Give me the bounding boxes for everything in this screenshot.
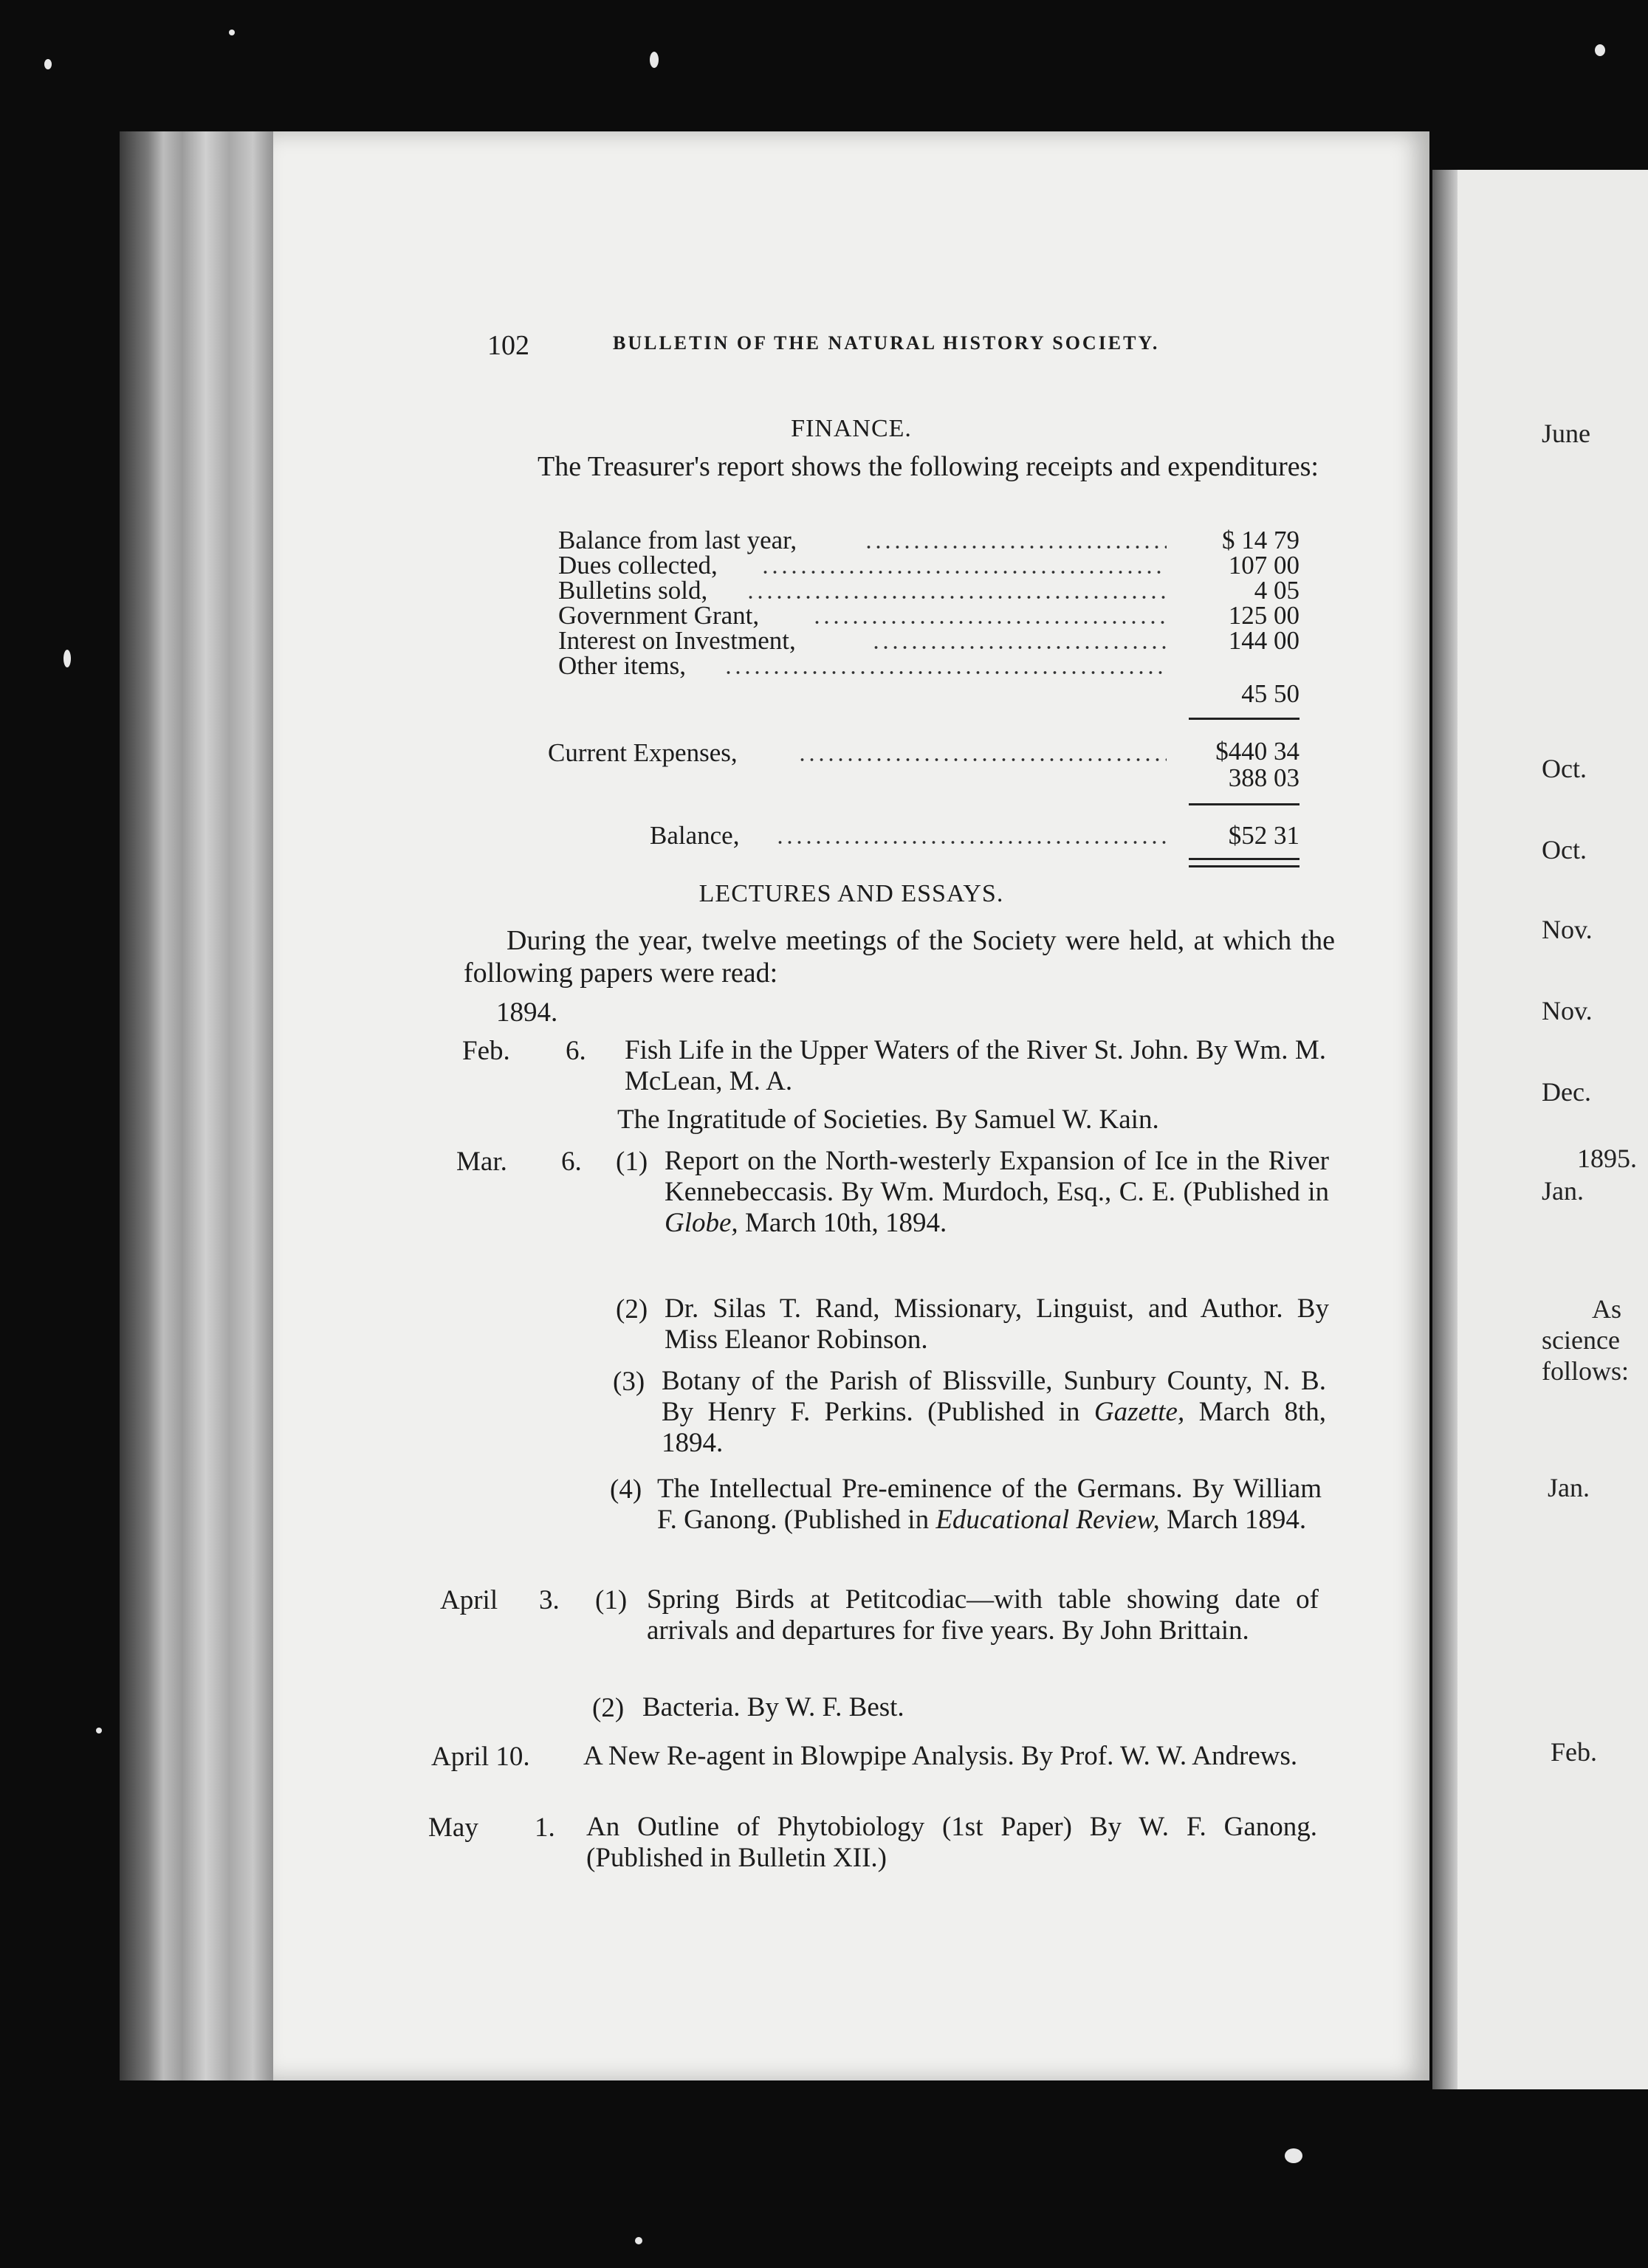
dust-speck <box>44 59 52 69</box>
receipt-amount: 144 00 <box>1228 626 1299 655</box>
facing-line: Oct. <box>1542 754 1587 783</box>
facing-line: science <box>1542 1325 1620 1355</box>
leader-dots <box>775 840 1167 845</box>
paper-title: Spring Birds at Petitcodiac—with table showing date of arrivals and departures for five years. By John Brittain. <box>647 1584 1319 1646</box>
sum-rule <box>1189 718 1299 720</box>
dust-speck <box>1285 2148 1302 2163</box>
facing-line: June <box>1542 419 1590 448</box>
leader-dots <box>746 595 1167 599</box>
paper-entry <box>583 1741 1314 1772</box>
book-page-edges <box>120 131 276 2080</box>
paper-entry <box>625 1035 1326 1097</box>
balance-amount: $52 31 <box>1228 821 1299 850</box>
entry-number: (4) <box>610 1474 642 1505</box>
receipt-amount: 107 00 <box>1228 551 1299 580</box>
leader-dots <box>871 645 1167 650</box>
facing-line: Feb. <box>1551 1737 1597 1767</box>
facing-page <box>1432 170 1648 2089</box>
paper-entry <box>657 1474 1322 1536</box>
finance-intro: The Treasurer's report shows the following receipts and expenditures: <box>538 451 1319 482</box>
leader-dots <box>864 545 1167 549</box>
dust-speck <box>635 2237 642 2244</box>
receipt-label: Government Grant, <box>558 601 760 630</box>
paper-entry <box>586 1812 1317 1874</box>
facing-line: Nov. <box>1542 996 1593 1025</box>
leader-dots <box>797 757 1167 762</box>
facing-line: 1895. <box>1577 1144 1637 1173</box>
paper-entry <box>647 1584 1319 1646</box>
entry-number: (2) <box>616 1294 648 1324</box>
leader-dots <box>812 620 1167 625</box>
facing-line: Jan. <box>1548 1473 1590 1502</box>
dust-speck <box>650 52 659 68</box>
dust-speck <box>96 1728 102 1733</box>
paper-entry <box>642 1692 1314 1723</box>
entry-month: Mar. <box>456 1147 507 1177</box>
finance-title: FINANCE. <box>791 415 912 442</box>
book-page <box>273 131 1429 2080</box>
paper-title: The Ingratitude of Societies. By Samuel W. Kain. <box>617 1104 1159 1135</box>
paper-title: An Outline of Phytobiology (1st Paper) By W. F. Ganong. (Published in Bulletin XII.) <box>586 1812 1317 1873</box>
receipt-amount: 4 05 <box>1254 576 1299 605</box>
leader-dots <box>761 570 1167 574</box>
receipt-label: Interest on Investment, <box>558 626 796 655</box>
publication-date: March 8th, 1894. <box>662 1397 1327 1458</box>
page-number: 102 <box>487 330 529 361</box>
paper-title: Report on the North-westerly Expansion of Ice in the River Kennebeccasis. By Wm. Murdoch, Esq., C. E. (Published in <box>665 1146 1329 1207</box>
entry-day: 6. <box>566 1036 586 1066</box>
sum-rule <box>1189 803 1299 805</box>
receipt-label: Bulletins sold, <box>558 576 708 605</box>
publication-date: March 1894. <box>1167 1505 1307 1535</box>
publication-name: Educational Review, <box>935 1505 1160 1535</box>
expenses-label: Current Expenses, <box>548 738 738 767</box>
receipts-total: $440 34 <box>1215 737 1299 766</box>
entry-number: (3) <box>613 1367 645 1397</box>
entry-day: 1. <box>535 1812 555 1843</box>
double-rule <box>1189 858 1299 860</box>
publication-name: Gazette, <box>1093 1397 1185 1427</box>
facing-line: Dec. <box>1542 1077 1591 1107</box>
facing-line: Nov. <box>1542 915 1593 944</box>
paper-title: A New Re-agent in Blowpipe Analysis. By Prof. W. W. Andrews. <box>583 1741 1298 1771</box>
facing-line: Oct. <box>1542 835 1587 865</box>
entry-date: April 10. <box>431 1742 530 1772</box>
facing-line: follows: <box>1542 1356 1630 1386</box>
paper-entry <box>617 1104 1326 1135</box>
receipt-amount: $ 14 79 <box>1222 526 1299 554</box>
entry-month: May <box>428 1812 478 1843</box>
paper-title: Fish Life in the Upper Waters of the River St. John. By Wm. M. McLean, M. A. <box>625 1035 1326 1096</box>
publication-name: Globe, <box>665 1208 738 1238</box>
paper-entry <box>665 1293 1329 1355</box>
entry-number: (2) <box>592 1693 625 1723</box>
facing-line: As <box>1592 1294 1622 1324</box>
lectures-title: LECTURES AND ESSAYS. <box>698 880 1004 907</box>
running-head: BULLETIN OF THE NATURAL HISTORY SOCIETY. <box>613 332 1160 354</box>
receipt-label: Dues collected, <box>558 551 718 580</box>
entry-day: 3. <box>539 1585 560 1615</box>
double-rule <box>1189 865 1299 867</box>
paper-entry <box>662 1366 1326 1459</box>
facing-page-gutter <box>1432 170 1458 2089</box>
dust-speck <box>63 650 71 667</box>
paper-entry <box>665 1146 1329 1239</box>
balance-label: Balance, <box>650 821 740 850</box>
receipt-amount: 125 00 <box>1228 601 1299 630</box>
entry-month: April <box>440 1585 498 1615</box>
dust-speck <box>1595 44 1605 56</box>
entry-number: (1) <box>595 1585 628 1615</box>
publication-date: March 10th, 1894. <box>744 1208 947 1238</box>
paper-title: The Intellectual Pre-eminence of the Germans. By William F. Ganong. (Published in <box>657 1474 1322 1535</box>
paper-title: Bacteria. By W. F. Best. <box>642 1692 904 1722</box>
expenses-amount: 388 03 <box>1228 763 1299 792</box>
year-heading: 1894. <box>496 997 558 1028</box>
dust-speck <box>229 30 235 35</box>
facing-line: Jan. <box>1542 1176 1584 1206</box>
receipt-label: Other items, <box>558 651 687 680</box>
entry-day: 6. <box>561 1147 582 1177</box>
paper-title: Dr. Silas T. Rand, Missionary, Linguist, and Author. By Miss Eleanor Robinson. <box>665 1293 1329 1355</box>
entry-number: (1) <box>616 1147 648 1177</box>
entry-month: Feb. <box>462 1036 510 1066</box>
receipt-label: Balance from last year, <box>558 526 797 554</box>
lectures-intro: During the year, twelve meetings of the Society were held, at which the following papers were read: <box>464 925 1335 989</box>
receipt-amount: 45 50 <box>1241 679 1299 708</box>
leader-dots <box>724 670 1167 675</box>
paper-title: Botany of the Parish of Blissville, Sunbury County, N. B. By Henry F. Perkins. (Published in <box>662 1366 1326 1427</box>
